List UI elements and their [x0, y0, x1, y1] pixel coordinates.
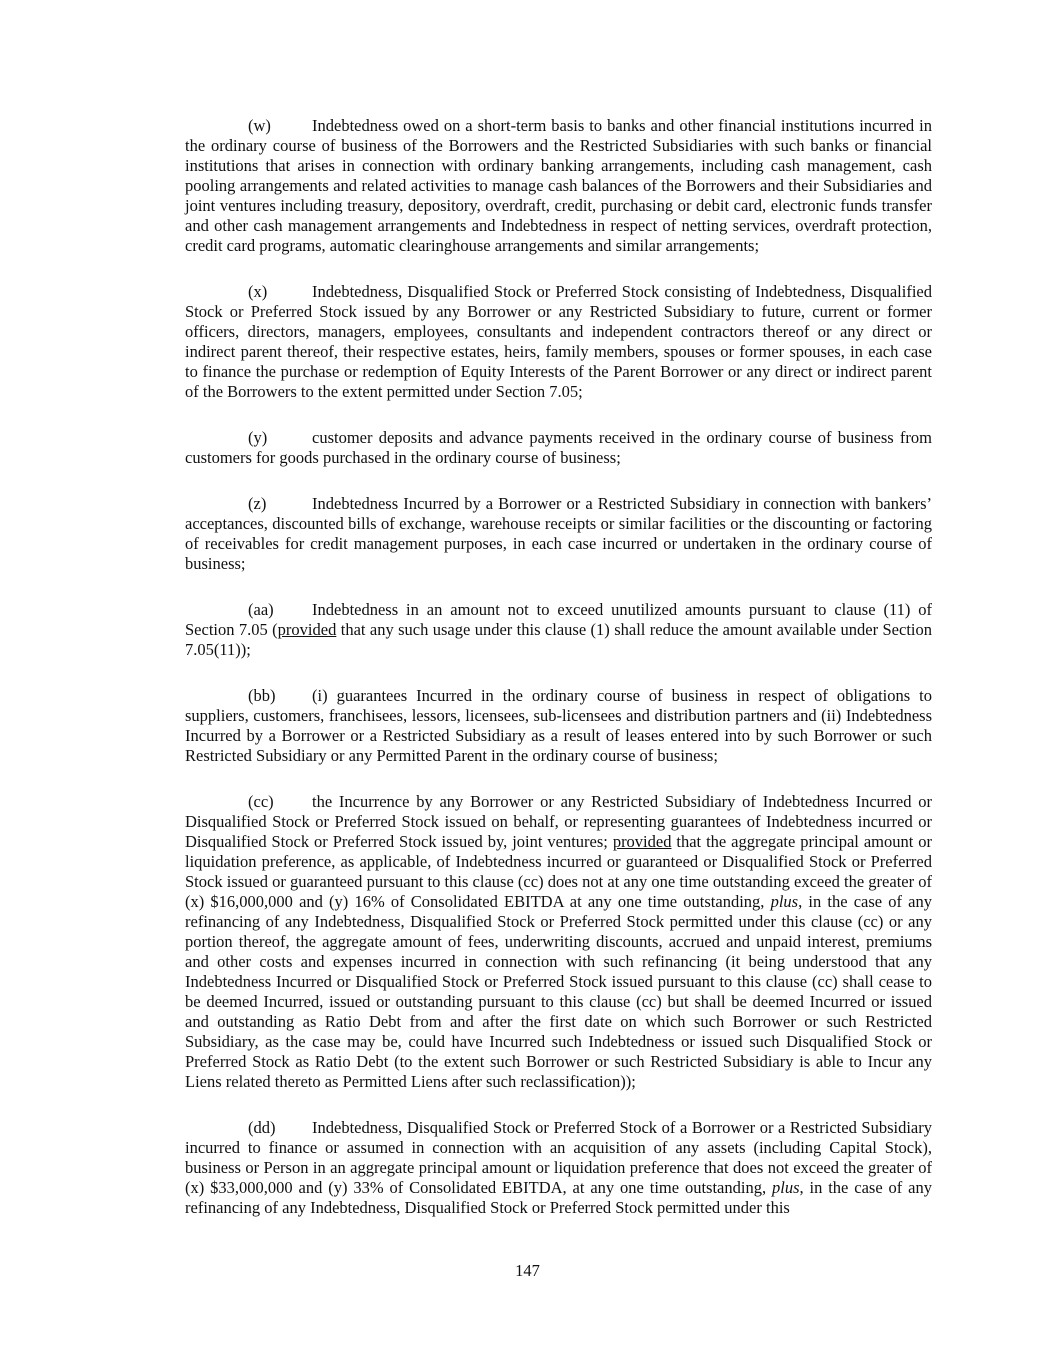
- clause-y-label: (y): [248, 428, 268, 447]
- text-segment: (i) guarantees Incurred in the ordinary course of business in respect of obligations to suppliers, customers, franchisees, lessors, licensees, sub-licensees and distribution partners and (ii) Indebtedness Incurred by a Borrower or a Restricted Subsidiary as a result of leases entered into by such Borrower or such Restricted Subsidiary or any Permitted Parent in the ordinary course of business;: [185, 686, 932, 765]
- text-segment: plus: [771, 1178, 800, 1197]
- text-segment: provided: [612, 832, 672, 851]
- text-segment: Indebtedness in an amount not to exceed unutilized amounts pursuant to clause (11) of Section 7.05 (: [185, 600, 932, 639]
- clause-cc-text: [185, 792, 932, 1091]
- text-segment: customer deposits and advance payments received in the ordinary course of business from customers for goods purchased in the ordinary course of business;: [185, 428, 932, 467]
- text-segment: Indebtedness Incurred by a Borrower or a Restricted Subsidiary in connection with bankers’ acceptances, discounted bills of exchange, warehouse receipts or similar facilities or the discounting or factoring of receivables for credit management purposes, in each case incurred or undertaken in the ordinary course of business;: [185, 494, 932, 573]
- clause-w-label: (w): [248, 116, 271, 135]
- text-segment: Indebtedness, Disqualified Stock or Preferred Stock consisting of Indebtedness, Disqualified Stock or Preferred Stock issued by any Borrower or any Restricted Subsidiary to future, current or former officers, directors, managers, employees, consultants and independent contractors thereof or any direct or indirect parent thereof, their respective estates, heirs, family members, spouses or former spouses, in each case to finance the purchase or redemption of Equity Interests of the Parent Borrower or any direct or indirect parent of the Borrowers to the extent permitted under Section 7.05;: [185, 282, 932, 401]
- text-segment: plus: [770, 892, 799, 911]
- clause-cc-label: (cc): [248, 792, 274, 811]
- text-segment: Indebtedness, Disqualified Stock or Preferred Stock of a Borrower or a Restricted Subsidiary incurred to finance or assumed in connection with an acquisition of any assets (including Capital Stock), business or Person in an aggregate principal amount or liquidation preference that does not exceed the greater of (x) $33,000,000 and (y) 33% of Consolidated EBITDA, at any one time outstanding,: [185, 1118, 932, 1197]
- clause-cc-paragraph: [185, 792, 932, 1092]
- clause-dd-paragraph: [185, 1118, 932, 1218]
- text-segment: Indebtedness owed on a short-term basis to banks and other financial institutions incurred in the ordinary course of business of the Borrowers and the Restricted Subsidiaries with such banks or financial institutions that arises in connection with ordinary banking arrangements, including cash management, cash pooling arrangements and related activities to manage cash balances of the Borrowers and their Subsidiaries and joint ventures including treasury, depository, overdraft, credit, purchasing or debit card, electronic funds transfer and other cash management arrangements and Indebtedness in respect of netting services, overdraft protection, credit card programs, automatic clearinghouse arrangements and similar arrangements;: [185, 116, 932, 255]
- clause-aa-label: (aa): [248, 600, 274, 619]
- clause-w-text: [185, 116, 932, 255]
- text-segment: , in the case of any refinancing of any Indebtedness, Disqualified Stock or Preferred Stock permitted under this clause (cc) or any portion thereof, the aggregate amount of fees, underwriting discounts, accrued and unpaid interest, premiums and other costs and expenses incurred in connection with such refinancing (it being understood that any Indebtedness Incurred or Disqualified Stock or Preferred Stock issued pursuant to this clause (cc) shall cease to be deemed Incurred, issued or outstanding pursuant to this clause (cc) but shall be deemed Incurred or issued and outstanding as Ratio Debt from and after the first date on which such Borrower or such Restricted Subsidiary, as the case may be, could have Incurred such Indebtedness or issued such Disqualified Stock or Preferred Stock as Ratio Debt (to the extent such Borrower or such Restricted Subsidiary is able to Incur any Liens related thereto as Permitted Liens after such reclassification));: [185, 892, 933, 1091]
- clause-dd-label: (dd): [248, 1118, 276, 1137]
- document-body: [185, 116, 932, 1244]
- clause-z-label: (z): [248, 494, 267, 513]
- text-segment: , in the case of any refinancing of any Indebtedness, Disqualified Stock or Preferred Stock permitted under this: [185, 1178, 932, 1217]
- clause-y-paragraph: [185, 428, 932, 468]
- clause-aa-paragraph: [185, 600, 932, 660]
- text-segment: that the aggregate principal amount or liquidation preference, as applicable, of Indebtedness incurred or guaranteed or Disqualified Stock or Preferred Stock issued or guaranteed pursuant to this clause (cc) does not at any one time outstanding exceed the greater of (x) $16,000,000 and (y) 16% of Consolidated EBITDA at any one time outstanding,: [185, 832, 932, 911]
- clause-z-paragraph: [185, 494, 932, 574]
- text-segment: that any such usage under this clause (1) shall reduce the amount available under Section 7.05(11));: [185, 620, 932, 659]
- clause-x-paragraph: [185, 282, 932, 402]
- clause-x-label: (x): [248, 282, 268, 301]
- page-number: 147: [515, 1261, 540, 1280]
- clause-w-paragraph: [185, 116, 932, 256]
- clause-bb-label: (bb): [248, 686, 276, 705]
- text-segment: provided: [277, 620, 337, 639]
- clause-bb-paragraph: [185, 686, 932, 766]
- text-segment: the Incurrence by any Borrower or any Restricted Subsidiary of Indebtedness Incurred or Disqualified Stock or Preferred Stock issued on behalf, or representing guarantees of Indebtedness incurred or Disqualified Stock or Preferred Stock issued by, joint ventures;: [185, 792, 932, 851]
